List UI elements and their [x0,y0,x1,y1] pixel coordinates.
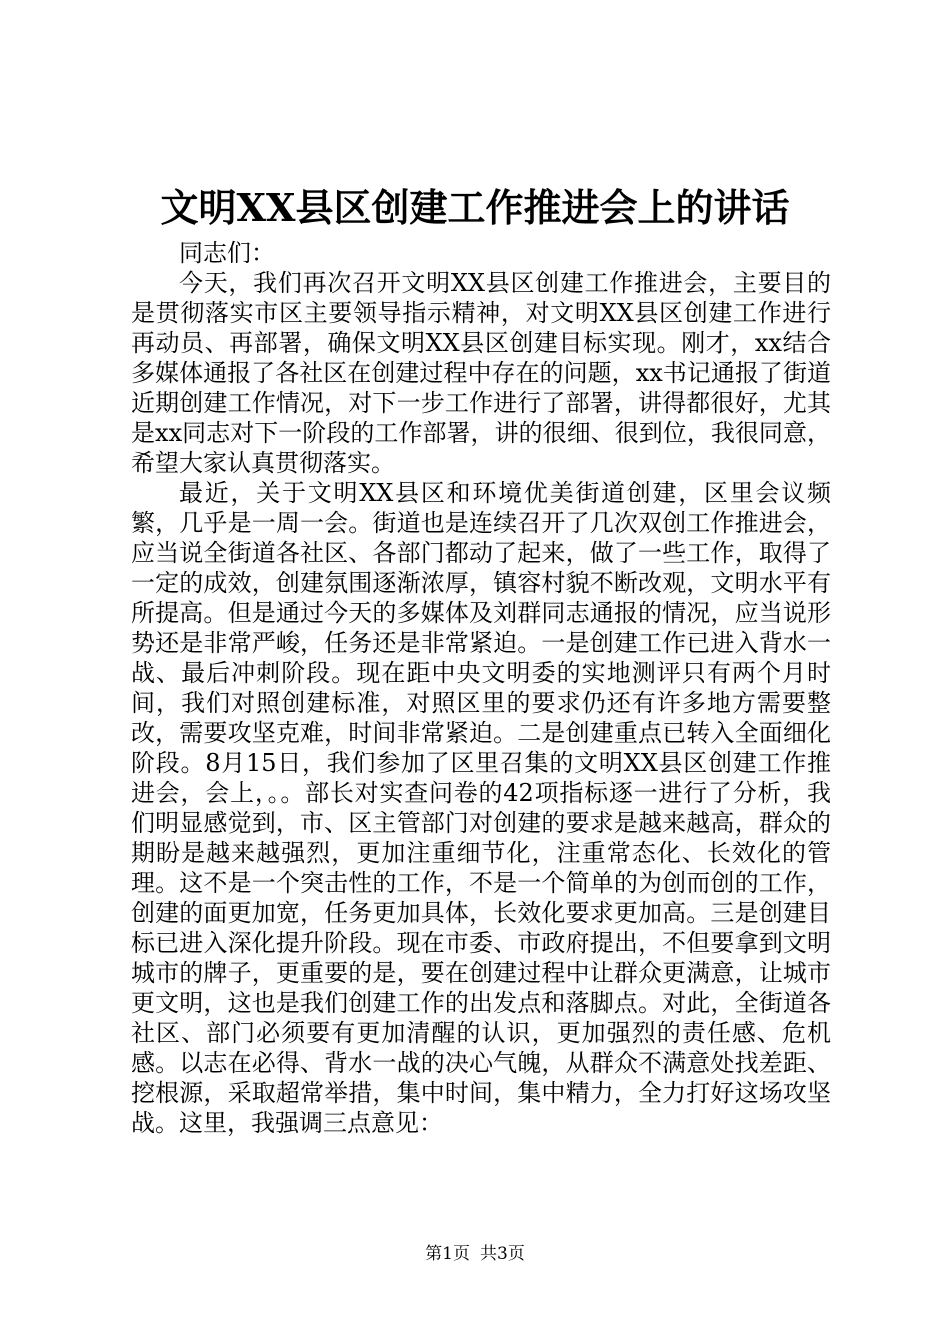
page-footer [0,1243,950,1265]
paragraph-2: 最近，关于文明XX县区和环境优美街道创建，区里会议频繁，几乎是一周一会。街道也是连续召开了几次双创工作推进会，应当说全街道各社区、各部门都动了起来，做了一些工作，取得了一定的成效，创建氛围逐渐浓厚，镇容村貌不断改观，文明水平有所提高。但是通过今天的多媒体及刘群同志通报的情况，应当说形势还是非常严峻，任务还是非常紧迫。一是创建工作已进入背水一战、最后冲刺阶段。现在距中央文明委的实地测评只有两个月时间，我们对照创建标准，对照区里的要求仍还有许多地方需要整改，需要攻坚克难，时间非常紧迫。二是创建重点已转入全面细化阶段。8月15日，我们参加了区里召集的文明XX县区创建工作推进会，会上，。。部长对实查问卷的42项指标逐一进行了分析，我们明显感觉到，市、区主管部门对创建的要求是越来越高，群众的期盼是越来越强烈，更加注重细节化，注重常态化、长效化的管理。这不是一个突击性的工作，不是一个简单的为创而创的工作，创建的面更加宽，任务更加具体，长效化要求更加高。三是创建目标已进入深化提升阶段。现在市委、市政府提出，不但要拿到文明城市的牌子，更重要的是，要在创建过程中让群众更满意，让城市更文明，这也是我们创建工作的出发点和落脚点。对此，全街道各社区、部门必须要有更加清醒的认识，更加强烈的责任感、危机感。以志在必得、背水一战的决心气魄，从群众不满意处找差距、挖根源，采取超常举措，集中时间，集中精力，全力打好这场攻坚战。这里，我强调三点意见： [131,479,831,1137]
document-body [131,238,831,1138]
document-title: 文明XX县区创建工作推进会上的讲话 [160,185,790,230]
page-number: 第1页 [425,1244,470,1264]
salutation: 同志们： [179,239,275,267]
page-total: 共3页 [480,1244,525,1264]
paragraph-1: 今天，我们再次召开文明XX县区创建工作推进会，主要目的是贯彻落实市区主要领导指示精神，对文明XX县区创建工作进行再动员、再部署，确保文明XX县区创建目标实现。刚才，xx结合多媒体通报了各社区在创建过程中存在的问题，xx书记通报了街道近期创建工作情况，对下一步工作进行了部署，讲得都很好，尤其是xx同志对下一阶段的工作部署，讲的很细、很到位，我很同意，希望大家认真贯彻落实。 [131,269,831,477]
